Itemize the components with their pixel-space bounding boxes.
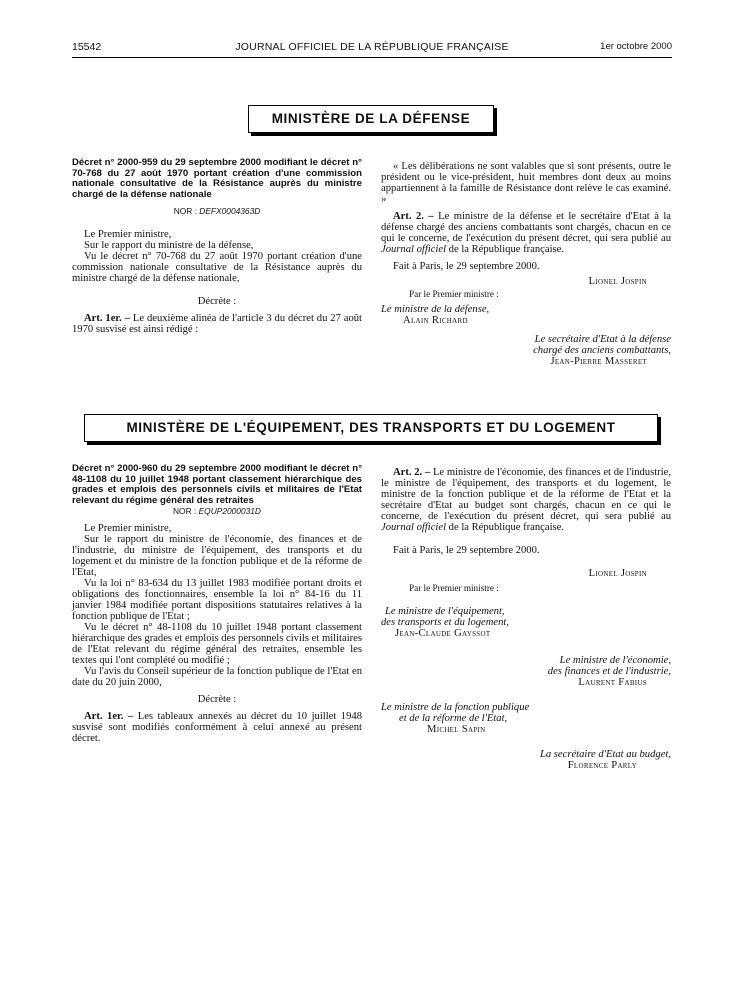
running-header xyxy=(72,41,672,55)
section1-left-column xyxy=(72,158,362,335)
rapport-line: Sur le rapport du ministre de la défense, xyxy=(84,240,254,252)
premier-ministre-line: Le Premier ministre, xyxy=(84,229,172,241)
minister-equipement-name: Jean-Claude Gayssot xyxy=(395,628,491,639)
journal-officiel-italic: Journal officiel xyxy=(381,244,447,255)
nor-reference xyxy=(72,206,362,217)
article-2-text-end: de la République française. xyxy=(446,522,564,533)
article-1-label: Art. 1er. – xyxy=(84,313,130,325)
minister-fonction-publique-name: Michel Sapin xyxy=(427,724,486,735)
section1-right-column xyxy=(381,161,671,367)
ministry-heading-defense: MINISTÈRE DE LA DÉFENSE xyxy=(248,105,494,133)
signature-premier-ministre: Lionel Jospin xyxy=(588,568,647,579)
header-rule xyxy=(72,57,672,58)
nor-label: NOR : xyxy=(173,206,197,217)
par-le-premier-ministre: Par le Premier ministre : xyxy=(409,583,499,593)
fait-a-paris: Fait à Paris, le 29 septembre 2000. xyxy=(393,261,540,272)
par-le-premier-ministre: Par le Premier ministre : xyxy=(409,289,499,299)
secretary-budget-name: Florence Parly xyxy=(567,760,637,771)
secretary-title-line2: chargé des anciens combattants, xyxy=(533,345,671,356)
page-number: 15542 xyxy=(72,41,102,53)
minister-fonction-publique-title-line2: et de la réforme de l'Etat, xyxy=(399,713,508,724)
minister-fonction-publique-title-line1: Le ministre de la fonction publique xyxy=(381,702,530,713)
minister-economie-title-line1: Le ministre de l'économie, xyxy=(559,655,671,666)
decrete-line: Décrète : xyxy=(197,296,237,308)
minister-equipement-title-line2: des transports et du logement, xyxy=(381,617,509,628)
nor-label: NOR : xyxy=(173,506,197,517)
minister-defense-title: Le ministre de la défense, xyxy=(381,304,490,315)
article-2 xyxy=(381,467,671,533)
article-1 xyxy=(72,313,362,335)
section2-left-column xyxy=(72,464,362,744)
nor-code: EQUP2000031D xyxy=(198,506,261,517)
visa-paragraph: Vu le décret n° 70-768 du 27 août 1970 portant création d'une commission nationale consultative de la Résistance auprès du ministre chargé de la défense nationale, xyxy=(72,251,362,285)
decree-title: Décret n° 2000-959 du 29 septembre 2000 modifiant le décret n° 70-768 du 27 août 1970 portant création d'une commission nationale consultative de la Résistance auprès du ministre chargé de la défense nationale xyxy=(72,157,362,200)
ministry-heading-equipement: MINISTÈRE DE L'ÉQUIPEMENT, DES TRANSPORTS ET DU LOGEMENT xyxy=(84,414,658,442)
article-2-text: Le ministre de la défense et le secrétaire d'Etat à la défense chargé des anciens combattants sont chargés, chacun en ce qui le concerne, de l'exécution du présent décret, qui sera publié au xyxy=(381,211,671,244)
premier-ministre-line: Le Premier ministre, xyxy=(84,523,172,535)
secretary-title-line1: Le secrétaire d'Etat à la défense xyxy=(534,334,671,345)
fait-a-paris: Fait à Paris, le 29 septembre 2000. xyxy=(393,545,540,556)
article-2-text: Le ministre de l'économie, des finances et de l'industrie, le ministre de l'équipement, des transports et du logement, le ministre de la fonction publique et de la réforme de l'Etat et la secrétaire d'Etat au budget sont chargés, chacun en ce qui le concerne, de l'exécution du présent décret, qui sera publié au xyxy=(381,467,671,522)
journal-title: JOURNAL OFFICIEL DE LA RÉPUBLIQUE FRANÇAISE xyxy=(235,41,509,53)
quoted-paragraph: « Les délibérations ne sont valables que si sont présents, outre le président ou le vice-président, huit membres dont deux au moins appartiennent à la famille de Résistance dont relève le cas examiné. » xyxy=(381,161,671,205)
issue-date: 1er octobre 2000 xyxy=(600,41,672,52)
article-2-label: Art. 2. – xyxy=(393,211,434,222)
nor-code: DEFX0004363D xyxy=(199,206,261,217)
secretary-name: Jean-Pierre Masseret xyxy=(550,356,647,367)
minister-economie-name: Laurent Fabius xyxy=(578,677,647,688)
minister-economie-title-line2: des finances et de l'industrie, xyxy=(547,666,671,677)
decree-title: Décret n° 2000-960 du 29 septembre 2000 modifiant le décret n° 48-1108 du 10 juillet 1948 portant classement hiérarchique des grades et emplois des personnels civils et militaires de l'Etat relevant du régime général des retraites xyxy=(72,463,362,506)
article-2-label: Art. 2. – xyxy=(393,467,431,478)
signature-premier-ministre: Lionel Jospin xyxy=(588,276,647,287)
visa-paragraph-1: Vu la loi n° 83-634 du 13 juillet 1983 modifiée portant droits et obligations des fonctionnaires, ensemble la loi n° 84-16 du 11 janvier 1984 modifiée portant dispositions statutaires relatives à la fonction publique de l'Etat ; xyxy=(72,578,362,623)
minister-defense-name: Alain Richard xyxy=(403,315,468,326)
decrete-line: Décrète : xyxy=(197,694,237,706)
article-1-label: Art. 1er. – xyxy=(84,711,134,723)
nor-reference xyxy=(72,506,362,517)
section2-right-column xyxy=(381,467,671,771)
journal-officiel-italic: Journal officiel xyxy=(381,522,447,533)
rapport-line: Sur le rapport du ministre de l'économie, des finances et de l'industrie, du ministre de l'équipement, des transports et du logement et du ministre de la fonction publique et de la réforme de l'Etat, xyxy=(72,534,362,579)
article-1 xyxy=(72,711,362,744)
article-2-text-end: de la République française. xyxy=(446,244,564,255)
article-1-text: Les tableaux annexés au décret du 10 juillet 1948 susvisé sont modifiés conformément à celui annexé au présent décret. xyxy=(72,711,362,745)
article-1-text: Le deuxième alinéa de l'article 3 du décret du 27 août 1970 susvisé est ainsi rédigé : xyxy=(72,313,363,336)
visa-paragraph-3: Vu l'avis du Conseil supérieur de la fonction publique de l'Etat en date du 20 juin 2000, xyxy=(72,666,362,689)
minister-equipement-title-line1: Le ministre de l'équipement, xyxy=(385,606,505,617)
article-2 xyxy=(381,211,671,255)
visa-paragraph-2: Vu le décret n° 48-1108 du 10 juillet 1948 portant classement hiérarchique des grades et emplois des personnels civils et militaires de l'Etat relevant du régime général des retraites, ensemble les textes qui l'ont complété ou modifié ; xyxy=(72,622,362,667)
secretary-budget-title: La secrétaire d'Etat au budget, xyxy=(539,749,671,760)
